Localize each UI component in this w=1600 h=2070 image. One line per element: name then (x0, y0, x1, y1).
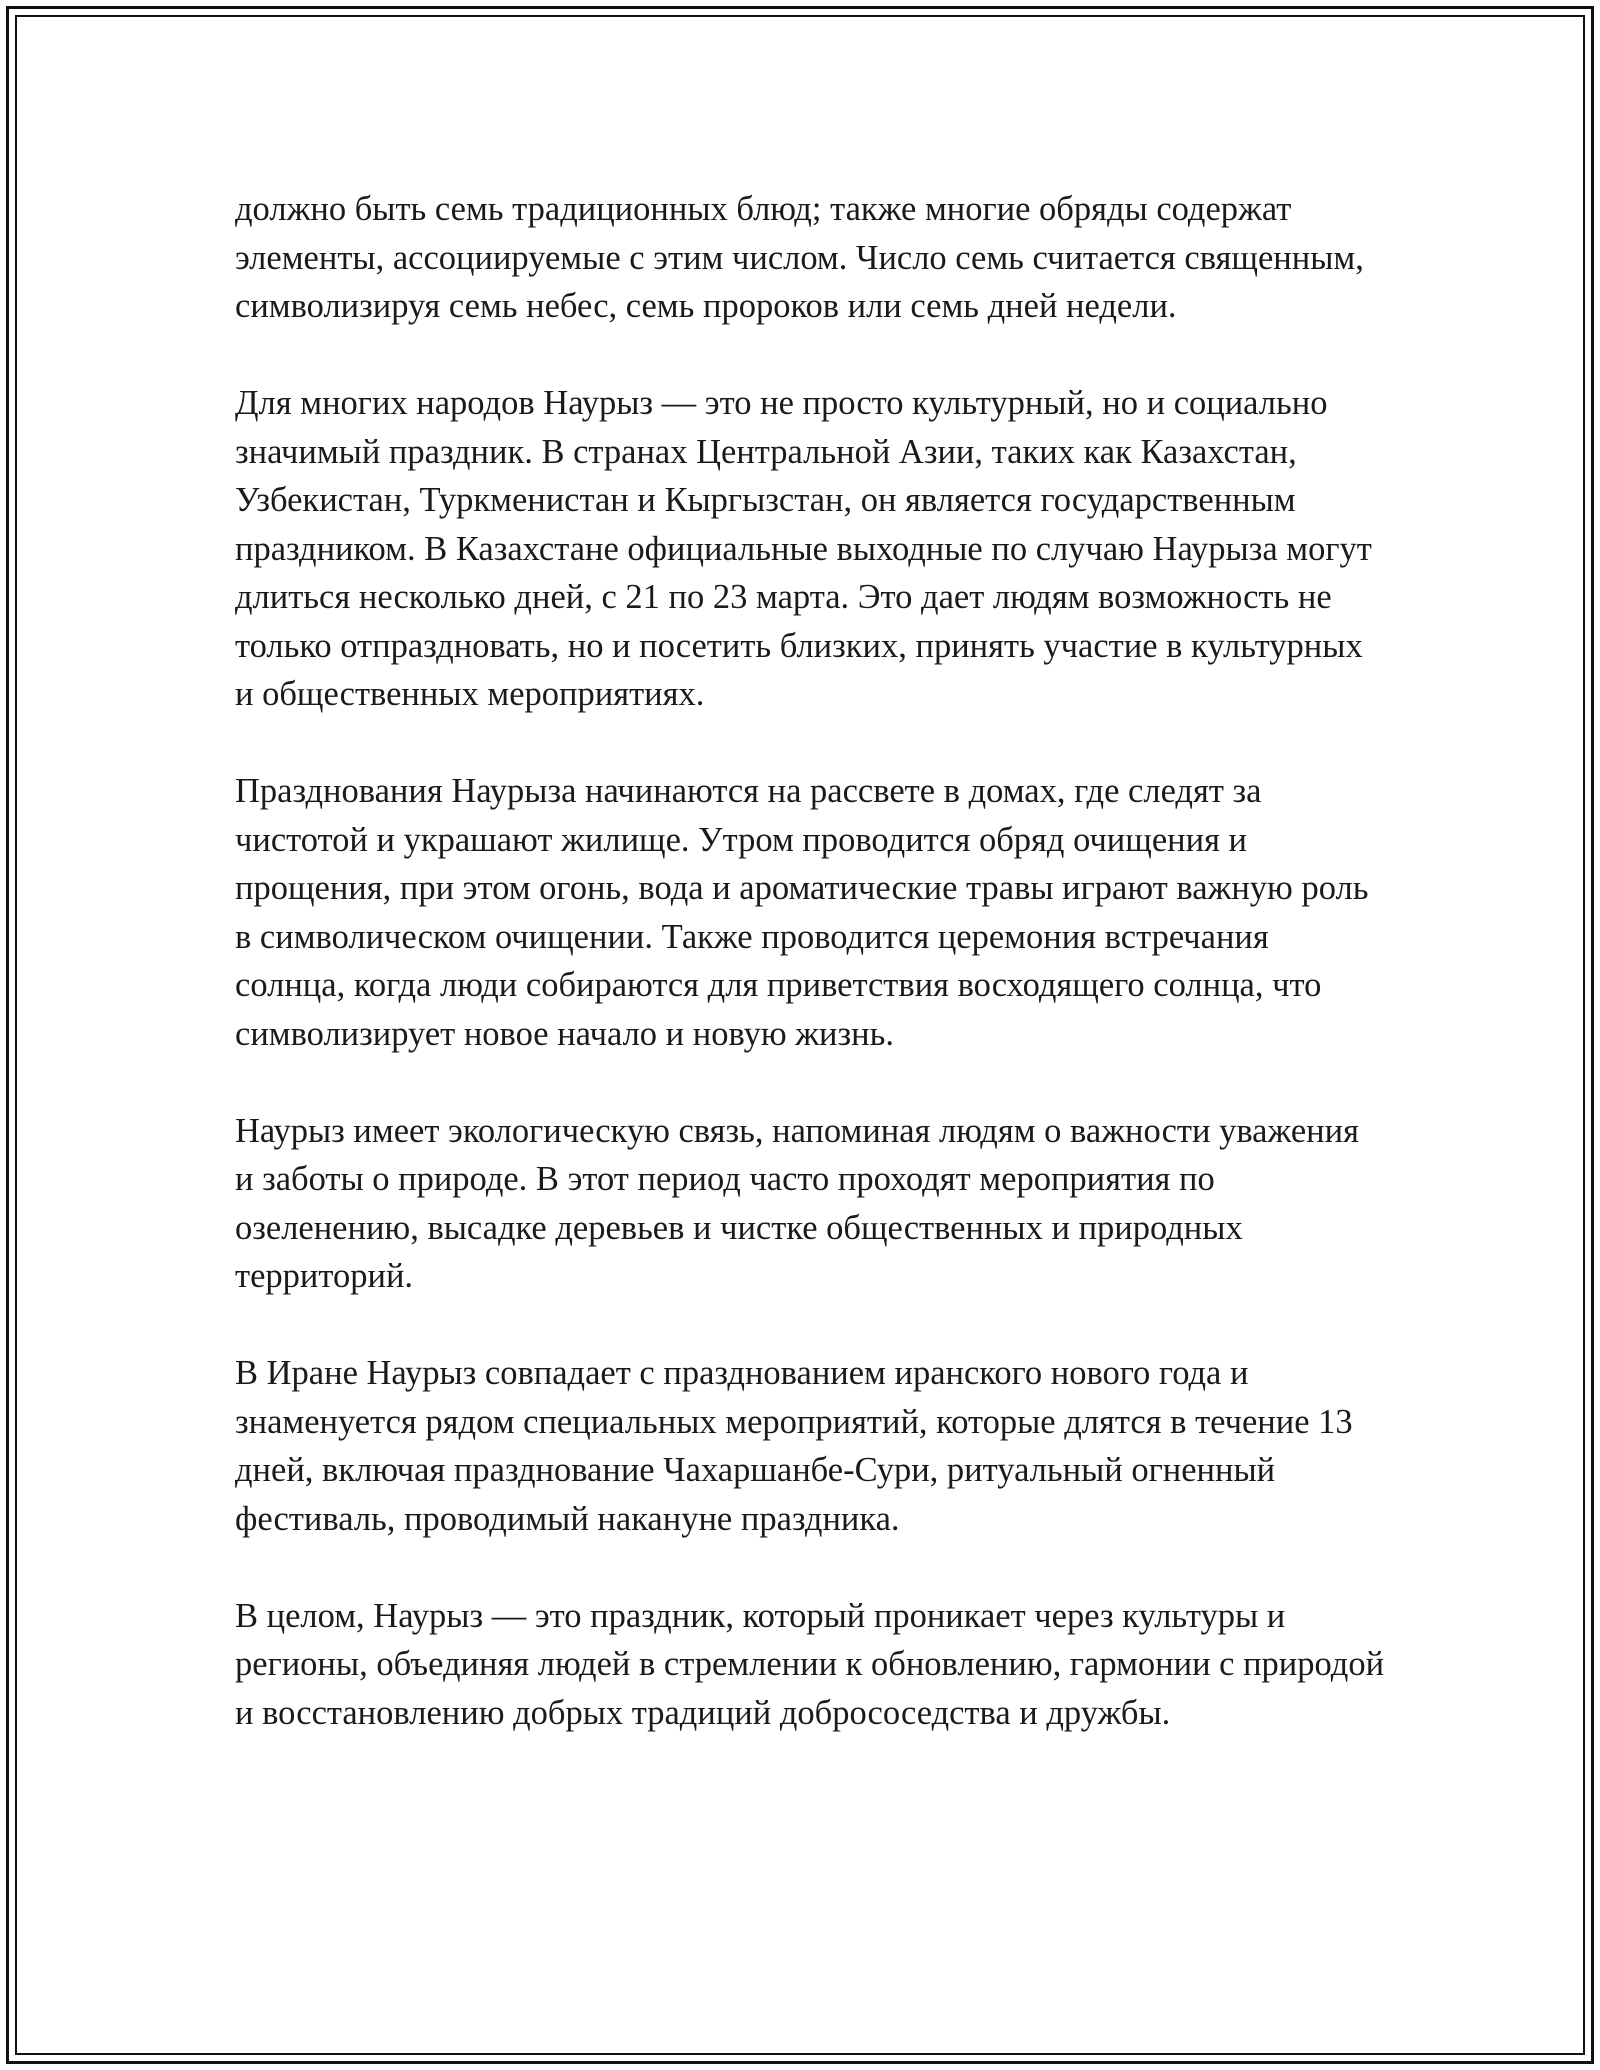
paragraph-dawn-celebrations: Празднования Наурыза начинаются на рассвете в домах, где следят за чистотой и украшают жилище. Утром проводится обряд очищения и прощения, при этом огонь, вода и ароматические травы играют важную роль в символическом очищении. Также проводится церемония встречания солнца, когда люди собираются для приветствия восходящего солнца, что символизирует новое начало и новую жизнь. (235, 772, 1369, 1053)
paragraph-iran: В Иране Наурыз совпадает с празднованием иранского нового года и знаменуется рядом специальных мероприятий, которые длятся в течение 13 дней, включая празднование Чахаршанбе-Сури, ритуальный огненный фестиваль, проводимый накануне праздника. (235, 1354, 1353, 1538)
document-body (235, 185, 1385, 1737)
paragraph-social-significance: Для многих народов Наурыз — это не просто культурный, но и социально значимый праздник. В странах Центральной Азии, таких как Казахстан, Узбекистан, Туркменистан и Кыргызстан, он является государственным праздником. В Казахстане официальные выходные по случаю Наурыза могут длиться несколько дней, с 21 по 23 марта. Это дает людям возможность не только отпраздновать, но и посетить близких, принять участие в культурных и общественных мероприятиях. (235, 384, 1372, 713)
paragraph-seven-dishes: должно быть семь традиционных блюд; также многие обряды содержат элементы, ассоциируемые с этим числом. Число семь считается священным, символизируя семь небес, семь пророков или семь дней недели. (235, 190, 1364, 325)
paragraph-ecology: Наурыз имеет экологическую связь, напоминая людям о важности уважения и заботы о природе. В этот период часто проходят мероприятия по озеленению, высадке деревьев и чистке общественных и природных территорий. (235, 1111, 1359, 1295)
paragraph-conclusion: В целом, Наурыз — это праздник, который проникает через культуры и регионы, объединяя людей в стремлении к обновлению, гармонии с природой и восстановлению добрых традиций добрососедства и дружбы. (235, 1596, 1385, 1732)
